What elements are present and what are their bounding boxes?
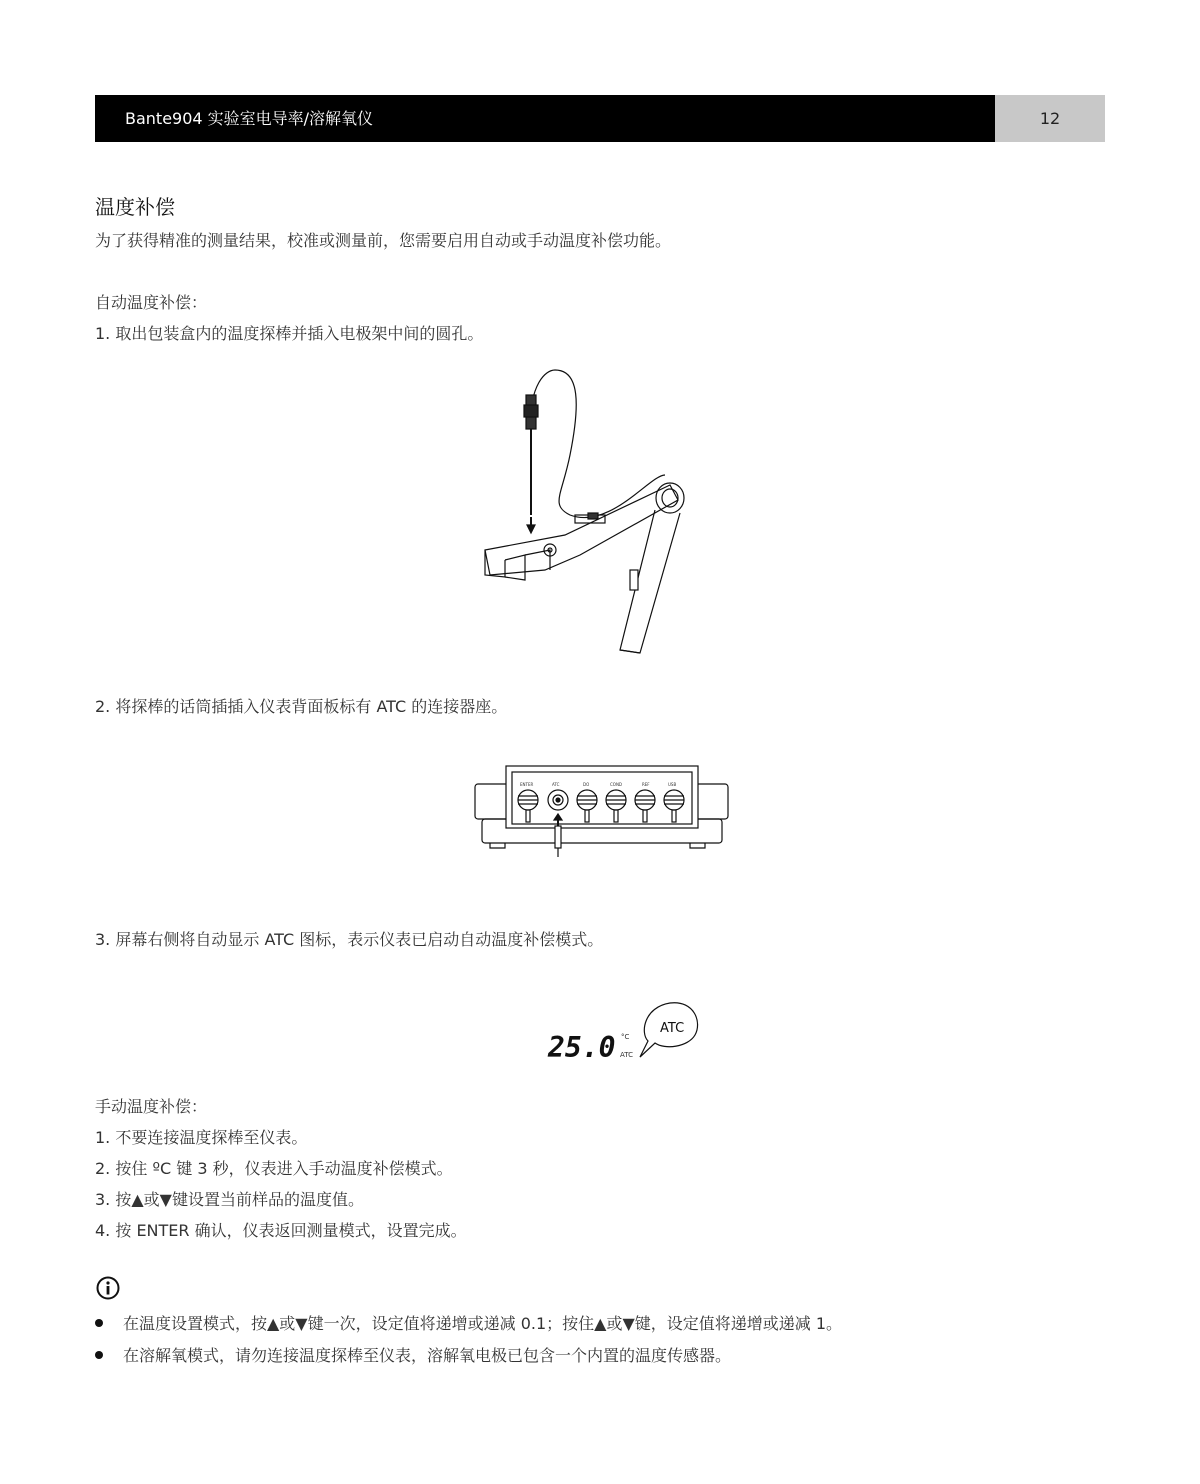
auto-step-2: 2. 将探棒的话筒插插入仪表背面板标有 ATC 的连接器座。 bbox=[95, 697, 508, 716]
panel-label-enter: ENTER bbox=[520, 782, 534, 787]
note-item bbox=[95, 1343, 731, 1366]
temperature-unit: °C bbox=[621, 1033, 630, 1041]
panel-label-ref: REF bbox=[642, 782, 650, 787]
note-item bbox=[95, 1311, 842, 1334]
bullet-icon bbox=[95, 1319, 103, 1327]
temperature-reading: 25.0 bbox=[548, 1031, 616, 1064]
note-text: 在溶解氧模式，请勿连接温度探棒至仪表，溶解氧电极已包含一个内置的温度传感器。 bbox=[123, 1346, 732, 1365]
page-number: 12 bbox=[995, 95, 1105, 142]
meter-back-panel-figure bbox=[470, 764, 732, 859]
section-title: 温度补偿 bbox=[95, 195, 175, 219]
auto-step-3: 3. 屏幕右侧将自动显示 ATC 图标，表示仪表已启动自动温度补偿模式。 bbox=[95, 930, 604, 949]
page-header bbox=[95, 95, 1105, 142]
panel-label-usb: USB bbox=[668, 782, 677, 787]
panel-label-cond: COND bbox=[610, 782, 623, 787]
atc-bubble-label: ATC bbox=[660, 1021, 685, 1036]
auto-step-1: 1. 取出包装盒内的温度探棒并插入电极架中间的圆孔。 bbox=[95, 324, 484, 343]
auto-heading: 自动温度补偿： bbox=[95, 293, 208, 312]
bullet-icon bbox=[95, 1351, 103, 1359]
header-title: Bante904 实验室电导率/溶解氧仪 bbox=[95, 95, 995, 142]
intro-text: 为了获得精准的测量结果，校准或测量前，您需要启用自动或手动温度补偿功能。 bbox=[95, 231, 672, 250]
atc-small-label: ATC bbox=[620, 1051, 633, 1059]
manual-step-2: 2. 按住 ºC 键 3 秒，仪表进入手动温度补偿模式。 bbox=[95, 1159, 453, 1178]
manual-step-3: 3. 按▲或▼键设置当前样品的温度值。 bbox=[95, 1190, 364, 1209]
info-icon bbox=[95, 1275, 121, 1301]
electrode-holder-figure bbox=[470, 365, 700, 655]
manual-step-1: 1. 不要连接温度探棒至仪表。 bbox=[95, 1128, 308, 1147]
manual-heading: 手动温度补偿： bbox=[95, 1097, 208, 1116]
manual-step-4: 4. 按 ENTER 确认，仪表返回测量模式，设置完成。 bbox=[95, 1221, 467, 1240]
lcd-display-figure bbox=[540, 995, 705, 1065]
note-text: 在温度设置模式，按▲或▼键一次，设定值将递增或递减 0.1；按住▲或▼键，设定值将递增或递减 1。 bbox=[123, 1314, 843, 1333]
panel-label-do: DO bbox=[583, 782, 590, 787]
panel-label-atc: ATC bbox=[552, 782, 560, 787]
